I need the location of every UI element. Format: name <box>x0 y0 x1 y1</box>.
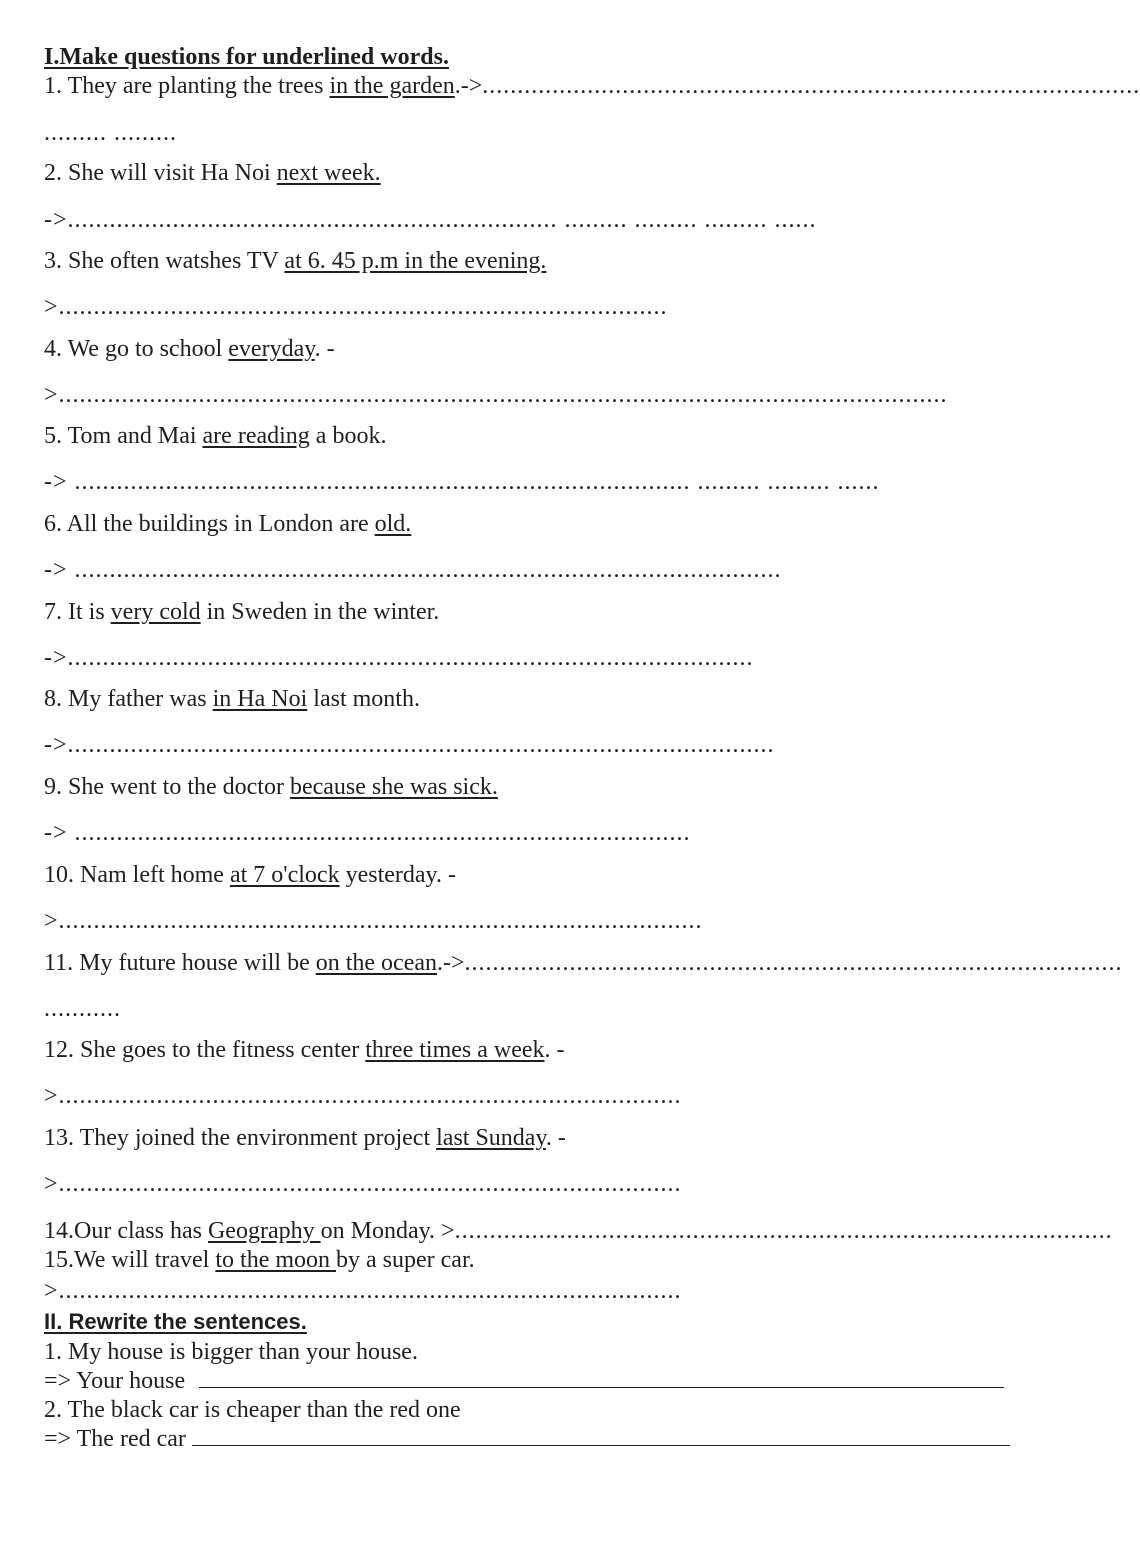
answer-line-4[interactable]: >............................................................................................................................... <box>44 382 948 408</box>
underlined-phrase: on the ocean <box>315 950 438 976</box>
answer-blank[interactable] <box>192 1444 1010 1446</box>
answer-line-12[interactable]: >......................................................................................... <box>44 1083 682 1109</box>
answer-line-7[interactable]: ->.................................................................................................. <box>44 645 754 671</box>
section-1-title: I.Make questions for underlined words. <box>44 44 449 70</box>
answer-dots[interactable]: .............................................................................................. <box>454 1218 1113 1244</box>
answer-blank[interactable] <box>199 1386 1004 1388</box>
answer-line-9[interactable]: -> ........................................................................................ <box>44 820 691 846</box>
answer-line-11-cont[interactable]: ........... <box>44 996 121 1022</box>
question-11: 11. My future house will be on the ocean.->.............................................................................................. <box>44 950 1123 976</box>
rewrite-sentence-2: 2. The black car is cheaper than the red one <box>44 1397 461 1423</box>
question-3: 3. She often watshes TV at 6. 45 p.m in the evening. <box>44 248 547 274</box>
underlined-phrase: next week. <box>276 160 381 186</box>
underlined-phrase: old. <box>374 511 412 537</box>
underlined-phrase: everyday <box>228 336 315 362</box>
question-7: 7. It is very cold in Sweden in the winter. <box>44 599 440 625</box>
answer-line-8[interactable]: ->..................................................................................................... <box>44 732 775 758</box>
answer-dots[interactable]: .............................................................................................. <box>482 73 1140 99</box>
answer-line-2[interactable]: ->...................................................................... ......... ......... ......... ...... <box>44 207 817 233</box>
underlined-phrase: last Sunday <box>436 1125 546 1151</box>
question-12: 12. She goes to the fitness center three times a week. - <box>44 1037 565 1063</box>
question-5: 5. Tom and Mai are reading a book. <box>44 423 387 449</box>
underlined-phrase: three times a week <box>365 1037 545 1063</box>
question-8: 8. My father was in Ha Noi last month. <box>44 686 420 712</box>
answer-line-15[interactable]: >......................................................................................... <box>44 1278 682 1304</box>
answer-line-5[interactable]: -> ........................................................................................ ......... ......... ...... <box>44 469 880 495</box>
question-15: 15.We will travel to the moon by a super car. <box>44 1247 475 1273</box>
section-2-title: II. Rewrite the sentences. <box>44 1309 307 1334</box>
answer-line-6[interactable]: -> ..................................................................................................... <box>44 557 782 583</box>
underlined-phrase: are reading <box>202 423 310 449</box>
answer-line-3[interactable]: >....................................................................................... <box>44 294 668 320</box>
underlined-phrase: at 7 o'clock <box>229 862 340 888</box>
underlined-phrase: in the garden <box>329 73 455 99</box>
question-10: 10. Nam left home at 7 o'clock yesterday. - <box>44 862 456 888</box>
rewrite-answer-2 <box>44 1424 1024 1454</box>
underlined-phrase: to the moon <box>215 1247 337 1273</box>
answer-line-1-cont[interactable]: ......... ......... <box>44 120 177 146</box>
question-2: 2. She will visit Ha Noi next week. <box>44 160 381 186</box>
question-1: 1. They are planting the trees in the garden.->.............................................................................................. <box>44 73 1140 99</box>
rewrite-answer-1 <box>44 1366 1024 1396</box>
question-14: 14.Our class has Geography on Monday. >.............................................................................................. <box>44 1218 1113 1244</box>
answer-line-10[interactable]: >............................................................................................ <box>44 908 703 934</box>
underlined-phrase: at 6. 45 p.m in the evening. <box>284 248 547 274</box>
underlined-phrase: in Ha Noi <box>212 686 308 712</box>
rewrite-sentence-1: 1. My house is bigger than your house. <box>44 1339 418 1365</box>
underlined-phrase: very cold <box>110 599 201 625</box>
question-13: 13. They joined the environment project last Sunday. - <box>44 1125 566 1151</box>
question-6: 6. All the buildings in London are old. <box>44 511 412 537</box>
rewrite-prompt: => Your house <box>44 1368 186 1394</box>
answer-line-13[interactable]: >......................................................................................... <box>44 1171 682 1197</box>
rewrite-prompt: => The red car <box>44 1426 186 1452</box>
underlined-phrase: because she was sick. <box>289 774 498 800</box>
question-9: 9. She went to the doctor because she was sick. <box>44 774 498 800</box>
underlined-phrase: Geography <box>207 1218 321 1244</box>
answer-dots[interactable]: .............................................................................................. <box>464 950 1123 976</box>
question-4: 4. We go to school everyday. - <box>44 336 335 362</box>
